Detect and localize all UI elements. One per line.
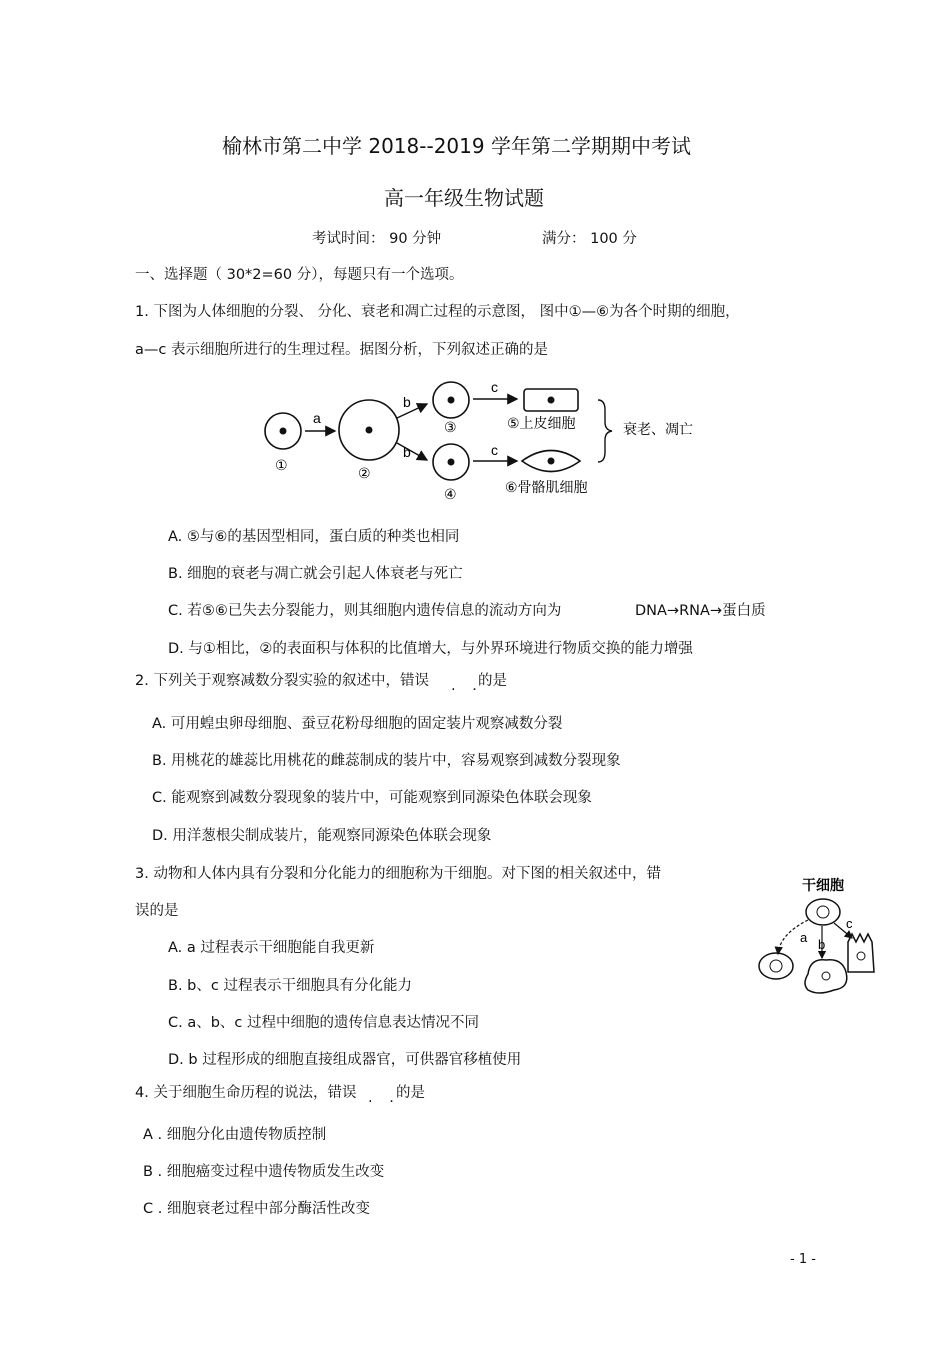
stem-cell-diagram [750,872,900,1002]
q4-option-a: A . 细胞分化由遗传物质控制 [143,1127,327,1143]
daughter-stem-cell [759,953,793,979]
cell-4 [433,444,469,480]
arrow-b-upper [397,404,427,418]
label-b-lower: b [403,444,411,460]
q3-stem-line2: 误的是 [135,903,179,919]
label-c-upper: c [491,379,498,395]
q3-option-a: A. a 过程表示干细胞能自我更新 [168,940,375,956]
section-heading: 一、选择题（ 30*2=60 分），每题只有一个选项。 [135,267,464,283]
cell-3 [433,382,469,418]
q2-stem: 2. 下列关于观察减数分裂实验的叙述中，错误 [135,673,429,689]
label-b-upper: b [403,394,411,410]
q4-option-c: C . 细胞衰老过程中部分酶活性改变 [143,1201,370,1217]
stem-cell [806,899,840,925]
label-aging: 衰老、凋亡 [623,422,693,438]
label-a: a [800,930,808,945]
q1-option-c-tail: DNA→RNA→蛋白质 [635,603,766,619]
label-muscle: ⑥骨骼肌细胞 [505,480,588,496]
label-cell-1: ① [275,458,288,474]
label-c: c [846,916,853,931]
differentiated-cell-c [848,934,874,972]
cell-process-diagram [255,372,715,507]
label-cell-3: ③ [444,420,457,436]
label-cell-2: ② [358,466,371,482]
q1-option-c: C. 若⑤⑥已失去分裂能力，则其细胞内遗传信息的流动方向为 [168,603,562,619]
q1-stem-line1: 1. 下图为人体细胞的分裂、 分化、衰老和凋亡过程的示意图， 图中①—⑥为各个时期的细胞， [135,304,740,320]
q3-option-d: D. b 过程形成的细胞直接组成器官，可供器官移植使用 [168,1052,522,1068]
q4-stem-tail: 的是 [396,1085,425,1101]
q2-emphasis-dots: . . [451,678,483,694]
exam-subtitle: 高一年级生物试题 [384,186,544,210]
q2-stem-tail: 的是 [478,673,507,689]
differentiated-cell-b [805,960,847,993]
cell-2 [339,400,399,460]
label-epithelial: ⑤上皮细胞 [507,416,576,432]
stem-cell-title: 干细胞 [802,878,844,894]
q3-stem-line1: 3. 动物和人体内具有分裂和分化能力的细胞称为干细胞。对下图的相关叙述中，错 [135,866,661,882]
q4-stem: 4. 关于细胞生命历程的说法，错误 [135,1085,357,1101]
q2-option-d: D. 用洋葱根尖制成装片，能观察同源染色体联会现象 [152,828,492,844]
exam-title: 榆林市第二中学 2018--2019 学年第二学期期中考试 [222,134,691,158]
q2-option-a: A. 可用蝗虫卵母细胞、蚕豆花粉母细胞的固定装片观察减数分裂 [152,716,563,732]
q1-stem-line2: a—c 表示细胞所进行的生理过程。据图分析，下列叙述正确的是 [135,342,548,358]
q1-option-a: A. ⑤与⑥的基因型相同，蛋白质的种类也相同 [168,529,460,545]
q1-option-d: D. 与①相比，②的表面积与体积的比值增大，与外界环境进行物质交换的能力增强 [168,641,693,657]
exam-time: 考试时间： 90 分钟 [312,231,442,247]
q3-option-b: B. b、c 过程表示干细胞具有分化能力 [168,978,412,994]
page-number: - 1 - [790,1252,816,1267]
q4-option-b: B . 细胞癌变过程中遗传物质发生改变 [143,1164,385,1180]
cell-5-epithelial [524,389,578,411]
cell-1 [265,413,301,449]
q3-option-c: C. a、b、c 过程中细胞的遗传信息表达情况不同 [168,1015,480,1031]
label-c-lower: c [491,442,498,458]
label-b: b [818,937,826,952]
arrow-b-lower [397,443,427,460]
q2-option-c: C. 能观察到减数分裂现象的装片中，可能观察到同源染色体联会现象 [152,790,592,806]
cell-6-muscle [522,451,580,472]
exam-score: 满分： 100 分 [542,231,637,247]
q4-emphasis-dots: . . [368,1090,400,1106]
q1-option-b: B. 细胞的衰老与凋亡就会引起人体衰老与死亡 [168,566,463,582]
q2-option-b: B. 用桃花的雄蕊比用桃花的雌蕊制成的装片中，容易观察到减数分裂现象 [152,753,621,769]
label-cell-4: ④ [444,487,457,503]
brace [598,400,612,462]
label-a: a [313,410,321,426]
